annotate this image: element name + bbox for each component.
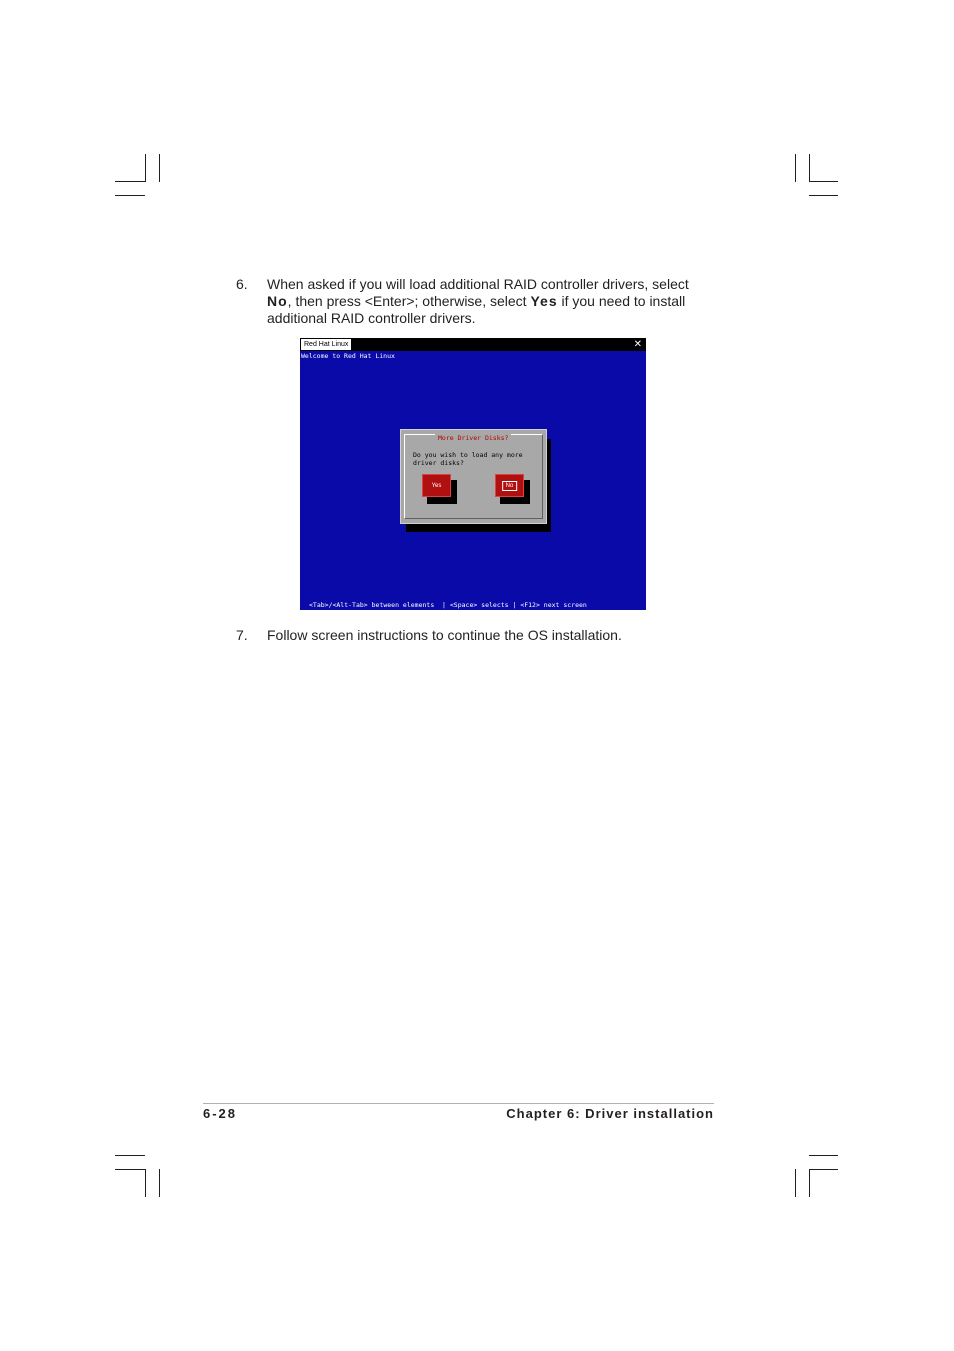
step-6-line-2-end: if you need to install <box>557 293 686 309</box>
window-titlebar <box>300 338 646 351</box>
step-6-line-2 <box>267 293 717 310</box>
step-6-text <box>267 276 717 327</box>
yes-button-label: Yes <box>431 482 442 489</box>
chapter-title: Chapter 6: Driver installation <box>506 1106 714 1121</box>
step-6-number: 6. <box>236 276 248 292</box>
no-button-label: No <box>502 481 518 491</box>
crop-mark-top-right-h <box>809 181 838 182</box>
dialog-title: More Driver Disks? <box>435 434 511 442</box>
page-number: 6-28 <box>203 1106 238 1121</box>
window-title: Red Hat Linux <box>301 339 351 350</box>
step-6-line-2-mid: , then press <Enter>; otherwise, select <box>287 293 527 309</box>
keyword-no: No <box>267 293 288 309</box>
dialog-message-line-2: driver disks? <box>413 459 464 467</box>
yes-button[interactable] <box>422 474 451 497</box>
crop-mark-bottom-left-v2 <box>159 1169 160 1197</box>
crop-mark-bottom-left-h <box>115 1155 145 1156</box>
keyword-yes: Yes <box>530 293 558 309</box>
step-6-line-1: When asked if you will load additional RAID controller drivers, select <box>267 276 689 292</box>
crop-mark-top-right-v <box>795 154 796 182</box>
step-7-number: 7. <box>236 627 248 643</box>
crop-mark-bottom-right-v <box>795 1169 796 1197</box>
dialog-message <box>413 451 523 467</box>
crop-mark-top-left-h <box>115 181 145 182</box>
step-7-text: Follow screen instructions to continue the OS installation. <box>267 627 622 643</box>
crop-mark-top-left-h2 <box>115 195 145 196</box>
crop-mark-top-right-h2 <box>809 195 838 196</box>
crop-mark-bottom-right-h <box>809 1155 838 1156</box>
no-button[interactable] <box>495 474 524 497</box>
close-icon[interactable]: ✕ <box>633 339 642 350</box>
crop-mark-top-right-v2 <box>809 154 810 182</box>
crop-mark-top-left-v <box>145 154 146 182</box>
footer-rule <box>203 1103 714 1104</box>
step-6-line-3: additional RAID controller drivers. <box>267 310 476 326</box>
step-7 <box>236 627 716 644</box>
crop-mark-bottom-right-v2 <box>809 1169 810 1197</box>
crop-mark-bottom-left-h2 <box>115 1169 145 1170</box>
more-driver-disks-dialog <box>400 429 547 524</box>
installer-screenshot <box>300 338 646 610</box>
crop-mark-bottom-left-v <box>145 1169 146 1197</box>
welcome-text: Welcome to Red Hat Linux <box>301 352 395 360</box>
crop-mark-top-left-v2 <box>159 154 160 182</box>
step-6 <box>236 276 716 328</box>
status-line: <Tab>/<Alt-Tab> between elements | <Space> selects | <F12> next screen <box>309 601 587 609</box>
dialog-message-line-1: Do you wish to load any more <box>413 451 523 459</box>
crop-mark-bottom-right-h2 <box>809 1169 838 1170</box>
